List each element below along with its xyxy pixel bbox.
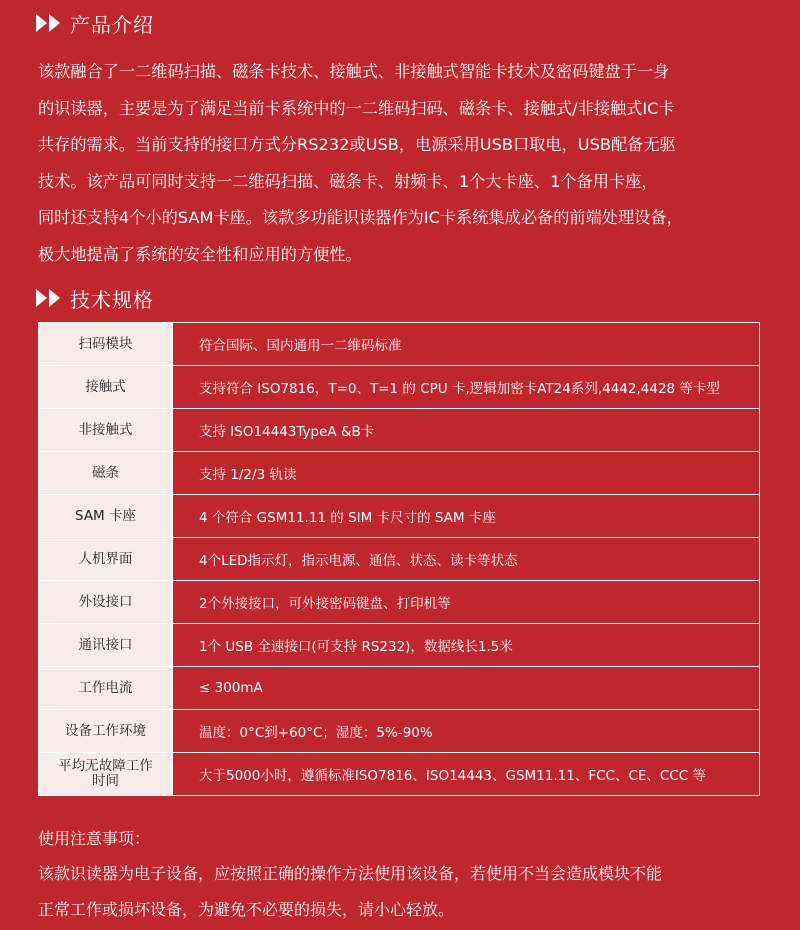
spec-label: 扫码模块: [39, 323, 173, 366]
table-row: [39, 710, 760, 753]
intro-paragraph: [38, 54, 768, 273]
table-row: [39, 495, 760, 538]
intro-line: 的识读器，主要是为了满足当前卡系统中的一二维码扫码、磁条卡、接触式/非接触式IC卡: [38, 98, 675, 118]
spec-label: 平均无故障工作时间: [39, 753, 173, 796]
spec-label: 外设接口: [39, 581, 173, 624]
spec-label: 接触式: [39, 366, 173, 409]
notes-line: 该款识读器为电子设备，应按照正确的操作方法使用该设备，若使用不当会造成模块不能: [38, 864, 663, 883]
spec-value: 大于5000小时，遵循标准ISO7816、ISO14443、GSM11.11、FCC、CE、CCC 等: [173, 753, 760, 796]
double-arrow-icon: [36, 289, 62, 307]
spec-label: 设备工作环境: [39, 710, 173, 753]
table-row: [39, 667, 760, 710]
spec-value: 符合国际、国内通用一二维码标准: [173, 323, 760, 366]
spec-section-title: 技术规格: [70, 287, 154, 312]
intro-line: 技术。该产品可同时支持一二维码扫描、磁条卡、射频卡、1个大卡座、1个备用卡座，: [38, 171, 658, 191]
spec-value: 支持 1/2/3 轨读: [173, 452, 760, 495]
notes-title: 使用注意事项：: [38, 829, 151, 848]
intro-line: 同时还支持4个小的SAM卡座。该款多功能识读器作为IC卡系统集成必备的前端处理设备，: [38, 208, 683, 227]
table-row: [39, 366, 760, 409]
spec-label: 通讯接口: [39, 624, 173, 667]
table-row: [39, 323, 760, 366]
notes-paragraph: [38, 856, 662, 928]
table-row: [39, 538, 760, 581]
intro-section-header: [36, 8, 154, 38]
spec-value: 支持 ISO14443TypeA &B卡: [173, 409, 760, 452]
double-arrow-icon: [36, 14, 62, 32]
notes-line: 正常工作或损坏设备，为避免不必要的损失，请小心轻放。: [38, 900, 455, 919]
spec-value: ≤ 300mA: [173, 667, 760, 710]
spec-label: 非接触式: [39, 409, 173, 452]
spec-label: SAM 卡座: [39, 495, 173, 538]
spec-label: 磁条: [39, 452, 173, 495]
spec-value: 支持符合 ISO7816，T=0、T=1 的 CPU 卡,逻辑加密卡AT24系列,4442,4428 等卡型: [173, 366, 760, 409]
intro-line: 共存的需求。当前支持的接口方式分RS232或USB，电源采用USB口取电，USB配备无驱: [38, 135, 676, 154]
table-row: [39, 753, 760, 796]
spec-value: 温度：0°C到+60°C；湿度：5%-90%: [173, 710, 760, 753]
spec-table: [38, 322, 760, 796]
table-row: [39, 581, 760, 624]
spec-label: 工作电流: [39, 667, 173, 710]
spec-value: 4个LED指示灯，指示电源、通信、状态、读卡等状态: [173, 538, 760, 581]
intro-section-title: 产品介绍: [70, 12, 154, 37]
intro-line: 极大地提高了系统的安全性和应用的方便性。: [38, 244, 362, 264]
spec-section-header: [36, 283, 154, 313]
table-row: [39, 624, 760, 667]
spec-value: 2个外接接口，可外接密码键盘、打印机等: [173, 581, 760, 624]
intro-line: 该款融合了一二维码扫描、磁条卡技术、接触式、非接触式智能卡技术及密码键盘于一身: [38, 62, 670, 81]
table-row: [39, 409, 760, 452]
spec-value: 4 个符合 GSM11.11 的 SIM 卡尺寸的 SAM 卡座: [173, 495, 760, 538]
spec-value: 1个 USB 全速接口(可支持 RS232)，数据线长1.5米: [173, 624, 760, 667]
table-row: [39, 452, 760, 495]
spec-label: 人机界面: [39, 538, 173, 581]
